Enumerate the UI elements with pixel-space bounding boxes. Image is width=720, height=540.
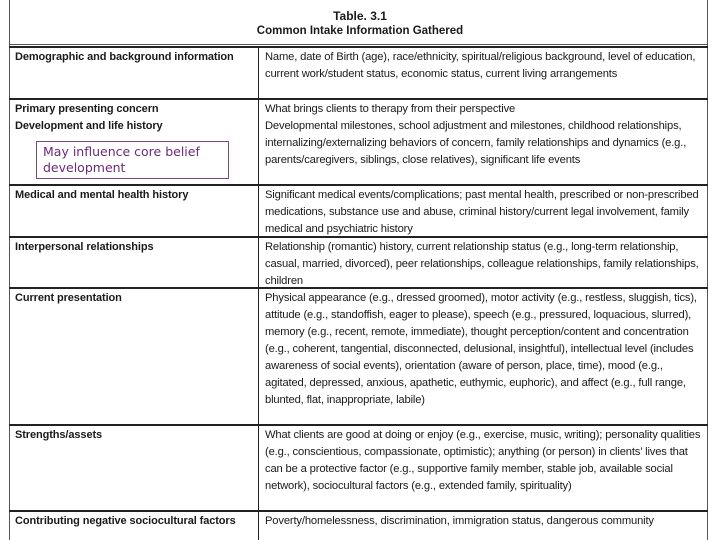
row-divider <box>9 287 708 289</box>
table-title: Common Intake Information Gathered <box>256 25 464 37</box>
row-category-strengths: Strengths/assets <box>15 429 103 441</box>
row-description-current-presentation: Physical appearance (e.g., dressed groomed), motor activity (e.g., restless, sluggish, tics), attitude (e.g., standoffish, eager to please), speech (e.g., pressured, loquacious, slurred), memory (e.g., recent, remote, immediate), thought perception/content and concentration (e.g., coherent, tangential, disconnected, delusional, insightful), intellectual level (includes awareness of social events), orientation (aware of person, place, time), mood (e.g., agitated, depressed, anxious, apathetic, euthymic, euphoric), and affect (e.g., full range, blunted, flat, inappropriate, labile) <box>265 292 697 406</box>
row-divider <box>9 184 708 186</box>
row-category-presenting-concern: Primary presenting concern <box>15 103 159 115</box>
table-top-rule <box>9 46 708 48</box>
row-divider <box>9 424 708 426</box>
row-description-sociocultural: Poverty/homelessness, discrimination, immigration status, dangerous community <box>265 515 654 527</box>
row-category-sociocultural: Contributing negative sociocultural factors <box>15 515 236 527</box>
column-divider <box>258 46 259 540</box>
row-description-medical: Significant medical events/complications; past mental health, prescribed or non-prescribed medications, substance use and abuse, criminal history/current legal involvement, family medical and psychiatric history <box>265 189 699 235</box>
row-description-development: Developmental milestones, school adjustment and milestones, childhood relationships, internalizing/externalizing behaviors of concern, family relationships and dynamics (e.g., parents/caregivers, siblings, close relatives), significant life events <box>265 120 687 166</box>
row-divider <box>9 510 708 512</box>
row-category-development: Development and life history <box>15 120 163 132</box>
row-category-interpersonal: Interpersonal relationships <box>15 241 154 253</box>
row-category-demographic: Demographic and background information <box>15 51 234 63</box>
row-category-current-presentation: Current presentation <box>15 292 122 304</box>
row-category-medical: Medical and mental health history <box>15 189 189 201</box>
row-divider <box>9 236 708 238</box>
row-description-interpersonal: Relationship (romantic) history, current relationship status (e.g., long-term relationship, casual, married, divorced), peer relationships, colleague relationships, family relationships, children <box>265 241 699 287</box>
table-number: Table. 3.1 <box>333 9 387 23</box>
row-description-strengths: What clients are good at doing or enjoy (e.g., exercise, music, writing); personality qualities (e.g., conscientious, compassionate, optimistic); anything (or person) in clients’ lives that can be a protective factor (e.g., supportive family member, stable job, available social network), sociocultural factors (e.g., extended family, spirituality) <box>265 429 701 492</box>
header-rule <box>9 44 708 45</box>
row-description-demographic: Name, date of Birth (age), race/ethnicity, spiritual/religious background, level of education, current work/student status, economic status, current living arrangements <box>265 51 696 80</box>
row-divider <box>9 98 708 100</box>
row-description-presenting-concern: What brings clients to therapy from their perspective <box>265 103 516 115</box>
annotation-callout: May influence core belief development <box>36 141 229 179</box>
